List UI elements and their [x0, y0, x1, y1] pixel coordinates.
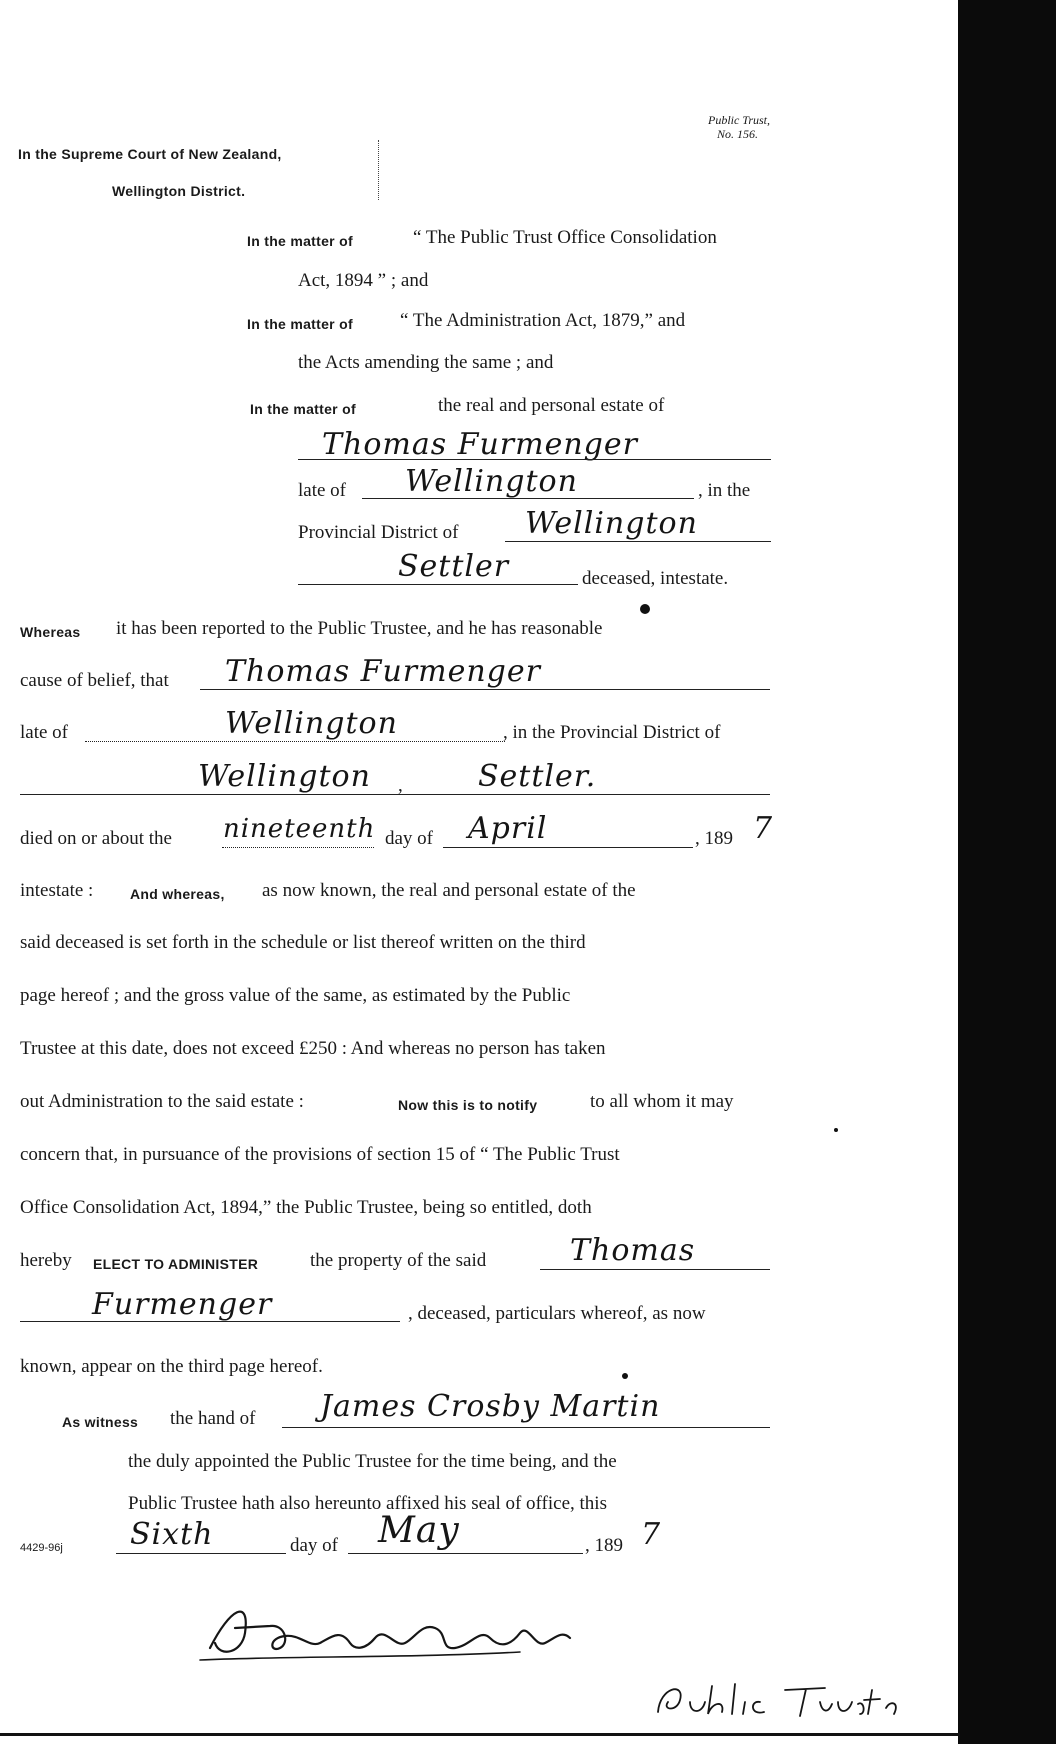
body-line6-bold: And whereas, — [130, 886, 225, 902]
body-line4-district: Wellington — [198, 759, 371, 794]
bottom-rule — [0, 1733, 960, 1736]
matter3-late-of-label: late of — [298, 480, 347, 501]
body-line7: said deceased is set forth in the schedule or list thereof written on the third — [20, 932, 586, 953]
matter3-district-line — [505, 540, 771, 542]
scan-speck — [640, 604, 650, 614]
body-line13-name: Thomas — [570, 1233, 696, 1268]
court-heading: In the Supreme Court of New Zealand, — [18, 146, 282, 162]
form-ref-line2: No. 156. — [716, 127, 758, 141]
matter1-text1: “ The Public Trust Office Consolidation — [413, 227, 717, 248]
body-line4-occupation: Settler. — [478, 759, 597, 794]
matter3-in-the: , in the — [698, 480, 751, 501]
matter3-district: Wellington — [525, 506, 698, 541]
witness-name-line — [282, 1426, 770, 1428]
witness-day-label: day of — [290, 1535, 339, 1556]
body-line5-month-line — [443, 846, 693, 848]
district-heading: Wellington District. — [112, 183, 246, 199]
matter3-lead: In the matter of — [250, 401, 356, 417]
body-line3-pre: late of — [20, 722, 69, 743]
body-line4-sep: , — [398, 775, 403, 796]
matter3-occupation: Settler — [398, 549, 510, 584]
body-line5-day: nineteenth — [223, 814, 376, 844]
body-line2-pre: cause of belief, that — [20, 670, 169, 691]
body-line5-mid: day of — [385, 828, 434, 849]
body-line5-day-line — [222, 846, 374, 848]
print-code: 4429-96j — [20, 1542, 63, 1554]
body-line12: Office Consolidation Act, 1894,” the Public Trustee, being so entitled, doth — [20, 1197, 592, 1218]
witness-day-line — [116, 1552, 286, 1554]
body-line14-name: Furmenger — [92, 1287, 273, 1322]
body-line6-pre: intestate : — [20, 880, 94, 901]
scan-speck — [622, 1373, 628, 1379]
scan-edge-bar — [958, 0, 1056, 1744]
body-line2-name: Thomas Furmenger — [225, 654, 541, 689]
matter3-late-of: Wellington — [405, 464, 578, 499]
witness-line3: Public Trustee hath also hereunto affixed his seal of office, this — [128, 1493, 607, 1514]
body-line13-pre: hereby — [20, 1250, 72, 1271]
body-line3-place: Wellington — [225, 706, 398, 741]
body-line5-month: April — [468, 811, 548, 846]
whereas-lead: Whereas — [20, 624, 81, 640]
witness-lead: As witness — [62, 1414, 139, 1430]
body-line2-line — [200, 688, 770, 690]
matter3-name: Thomas Furmenger — [322, 427, 638, 462]
body-line4-line — [20, 793, 770, 795]
body-line11: concern that, in pursuance of the provisions of section 15 of “ The Public Trust — [20, 1144, 620, 1165]
matter2-lead: In the matter of — [247, 316, 353, 332]
matter3-tail: deceased, intestate. — [582, 568, 729, 589]
body-line8: page hereof ; and the gross value of the same, as estimated by the Public — [20, 985, 571, 1006]
form-ref-line1: Public Trust, — [707, 113, 770, 127]
scan-speck — [834, 1128, 838, 1132]
body-line10-pre: out Administration to the said estate : — [20, 1091, 304, 1112]
witness-name: James Crosby Martin — [320, 1389, 661, 1424]
body-line3-post: , in the Provincial District of — [503, 722, 721, 743]
body-line3-line — [85, 740, 505, 742]
matter3-district-label: Provincial District of — [298, 522, 459, 543]
body-line5-year-digit: 7 — [753, 811, 774, 846]
matter1-text2: Act, 1894 ” ; and — [298, 270, 429, 291]
body-line5-year: , 189 — [695, 828, 733, 849]
witness-year-digit: 7 — [641, 1517, 662, 1552]
signature-title-image — [650, 1672, 910, 1732]
matter3-text1: the real and personal estate of — [438, 395, 665, 416]
body-line9: Trustee at this date, does not exceed £250 : And whereas no person has taken — [20, 1038, 606, 1059]
matter2-text2: the Acts amending the same ; and — [298, 352, 554, 373]
matter3-occupation-line — [298, 583, 578, 585]
witness-pre: the hand of — [170, 1408, 256, 1429]
witness-month: May — [378, 1510, 460, 1551]
matter1-lead: In the matter of — [247, 233, 353, 249]
witness-day: Sixth — [130, 1517, 214, 1552]
body-line13-post: the property of the said — [310, 1250, 487, 1271]
witness-year: , 189 — [585, 1535, 623, 1556]
witness-month-line — [348, 1552, 583, 1554]
body-line10-bold: Now this is to notify — [398, 1097, 538, 1113]
body-line13-bold: ELECT TO ADMINISTER — [93, 1256, 259, 1272]
matter3-late-of-line — [362, 497, 694, 499]
matter2-text1: “ The Administration Act, 1879,” and — [400, 310, 686, 331]
body-line10-post: to all whom it may — [590, 1091, 734, 1112]
body-line6-post: as now known, the real and personal estate of the — [262, 880, 636, 901]
witness-line2: the duly appointed the Public Trustee for the time being, and the — [128, 1451, 617, 1472]
matter3-name-line — [298, 458, 771, 460]
body-line13-line — [540, 1268, 770, 1270]
body-line15: known, appear on the third page hereof. — [20, 1356, 323, 1377]
heading-brace — [378, 140, 385, 200]
signature-image — [190, 1588, 630, 1678]
body-line14-post: , deceased, particulars whereof, as now — [408, 1303, 706, 1324]
body-line1: it has been reported to the Public Trustee, and he has reasonable — [116, 618, 603, 639]
body-line14-line — [20, 1320, 400, 1322]
body-line5-pre: died on or about the — [20, 828, 172, 849]
